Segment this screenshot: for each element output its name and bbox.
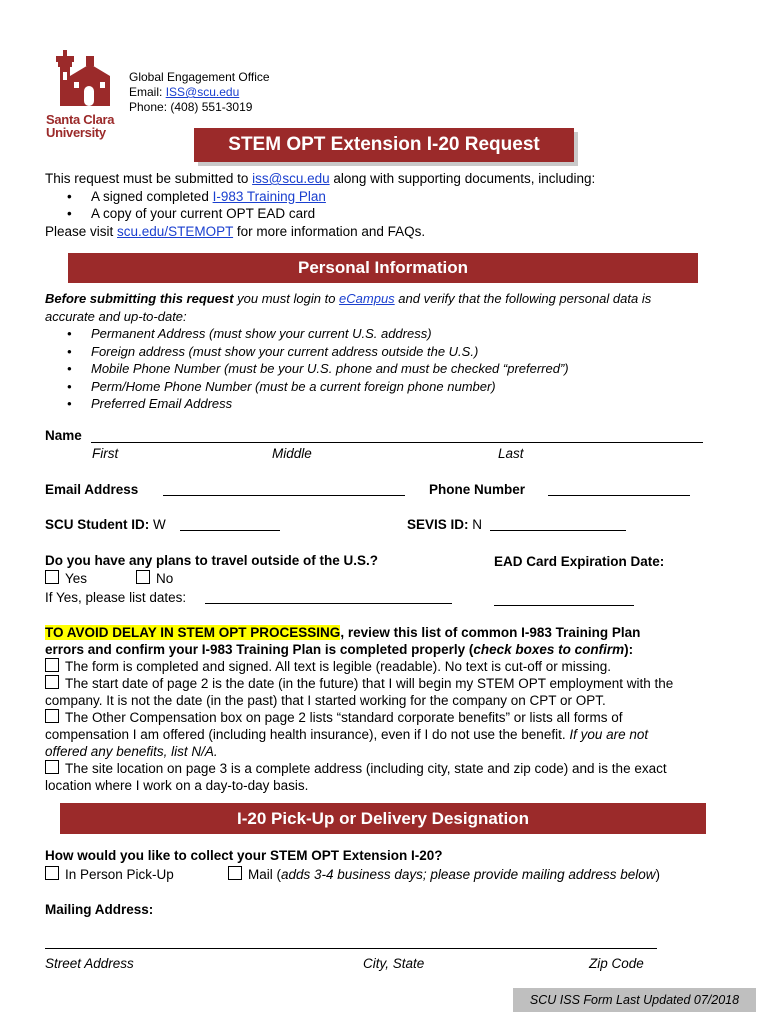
check-start-date[interactable] bbox=[45, 675, 59, 689]
sevis-id-prefix: N bbox=[472, 517, 483, 532]
personal-info-block bbox=[45, 290, 745, 413]
scu-id-row bbox=[45, 517, 166, 532]
list-item: • Mobile Phone Number (must be your U.S. phone and must be checked “preferred”) bbox=[45, 360, 745, 378]
mailing-address-label: Mailing Address: bbox=[45, 902, 154, 917]
list-item: • Foreign address (must show your current address outside the U.S.) bbox=[45, 343, 745, 361]
list-item: • A copy of your current OPT EAD card bbox=[45, 205, 745, 223]
ecampus-link[interactable]: eCampus bbox=[339, 291, 395, 306]
intro-line: This request must be submitted to iss@scu.edu along with supporting documents, including: bbox=[45, 171, 596, 186]
checklist-item-4-cont: location where I work on a day-to-day basis. bbox=[45, 778, 309, 793]
email-address-field[interactable] bbox=[163, 480, 405, 496]
travel-yes-option[interactable] bbox=[45, 570, 87, 586]
travel-no-option[interactable] bbox=[136, 570, 173, 586]
name-middle-label: Middle bbox=[272, 446, 312, 461]
checklist-block bbox=[45, 624, 735, 794]
stemopt-link[interactable]: scu.edu/STEMOPT bbox=[117, 223, 234, 239]
ead-expiration-label: EAD Card Expiration Date: bbox=[494, 554, 665, 569]
logo-text-line1: Santa Clara bbox=[46, 112, 115, 127]
phone-line: Phone: (408) 551-3019 bbox=[129, 100, 253, 114]
name-first-label: First bbox=[92, 446, 119, 461]
checklist-item-1: The form is completed and signed. All text is legible (readable). No text is cut-off or missing. bbox=[45, 658, 735, 675]
checklist-item-2-cont: company. It is not the date (in the past) that I started working for the company on CPT or OPT. bbox=[45, 693, 606, 708]
travel-no-label: No bbox=[156, 571, 174, 586]
travel-dates-field[interactable] bbox=[205, 588, 452, 604]
required-docs-list bbox=[45, 188, 745, 223]
zip-code-label: Zip Code bbox=[589, 956, 644, 971]
visit-line: Please visit scu.edu/STEMOPT for more information and FAQs. bbox=[45, 223, 426, 239]
email-label: Email: bbox=[129, 85, 166, 99]
iss-email-link[interactable]: iss@scu.edu bbox=[252, 171, 330, 186]
street-address-label: Street Address bbox=[45, 956, 134, 971]
pickup-mail-option[interactable]: Mail (adds 3-4 business days; please provide mailing address below) bbox=[228, 866, 660, 882]
form-version-footer: SCU ISS Form Last Updated 07/2018 bbox=[513, 988, 756, 1012]
in-person-checkbox[interactable] bbox=[45, 866, 59, 880]
training-plan-link[interactable]: I-983 Training Plan bbox=[212, 188, 326, 204]
phone-number-label: Phone Number bbox=[429, 482, 526, 497]
check-site-location[interactable] bbox=[45, 760, 59, 774]
travel-yes-label: Yes bbox=[65, 571, 88, 586]
list-item: • Preferred Email Address bbox=[45, 395, 745, 413]
delay-warning-highlight: TO AVOID DELAY IN STEM OPT PROCESSING bbox=[45, 625, 341, 640]
email-address-label: Email Address bbox=[45, 482, 139, 497]
checklist-item-3-cont: compensation I am offered (including health insurance), even if I do not use the benefit. If you are not bbox=[45, 727, 649, 742]
scu-id-field[interactable] bbox=[180, 515, 280, 531]
scu-logo bbox=[46, 50, 118, 140]
mission-church-icon bbox=[46, 50, 118, 108]
scu-id-label: SCU Student ID: bbox=[45, 517, 153, 532]
checklist-item-2: The start date of page 2 is the date (in the future) that I will begin my STEM OPT employment with the bbox=[45, 675, 735, 692]
ead-expiration-field[interactable] bbox=[494, 590, 634, 606]
list-item: • A signed completed I-983 Training Plan bbox=[45, 188, 745, 206]
travel-dates-label: If Yes, please list dates: bbox=[45, 590, 187, 605]
sevis-id-row bbox=[407, 517, 482, 532]
pickup-question: How would you like to collect your STEM OPT Extension I-20? bbox=[45, 848, 443, 863]
check-other-compensation[interactable] bbox=[45, 709, 59, 723]
name-field[interactable] bbox=[91, 427, 703, 443]
personal-lead: Before submitting this request you must login to eCampus and verify that the following personal data is bbox=[45, 291, 652, 306]
page-title: STEM OPT Extension I-20 Request bbox=[194, 128, 574, 162]
check-form-complete[interactable] bbox=[45, 658, 59, 672]
travel-yes-checkbox[interactable] bbox=[45, 570, 59, 584]
name-last-label: Last bbox=[498, 446, 524, 461]
in-person-label: In Person Pick-Up bbox=[65, 867, 174, 882]
sevis-id-field[interactable] bbox=[490, 515, 626, 531]
travel-question: Do you have any plans to travel outside of the U.S.? bbox=[45, 553, 379, 568]
pickup-in-person-option[interactable] bbox=[45, 866, 174, 882]
name-label: Name bbox=[45, 428, 82, 443]
scu-id-prefix: W bbox=[153, 517, 166, 532]
pickup-heading: I-20 Pick-Up or Delivery Designation bbox=[60, 803, 706, 834]
mail-checkbox[interactable] bbox=[228, 866, 242, 880]
sevis-id-label: SEVIS ID: bbox=[407, 517, 473, 532]
personal-lead-2: accurate and up-to-date: bbox=[45, 308, 187, 324]
list-item: • Permanent Address (must show your current U.S. address) bbox=[45, 325, 745, 343]
travel-no-checkbox[interactable] bbox=[136, 570, 150, 584]
checklist-intro: TO AVOID DELAY IN STEM OPT PROCESSING, review this list of common I-983 Training Plan bbox=[45, 625, 641, 640]
office-name: Global Engagement Office bbox=[129, 70, 270, 84]
list-item: • Perm/Home Phone Number (must be a current foreign phone number) bbox=[45, 378, 745, 396]
logo-text-line2: University bbox=[46, 125, 106, 140]
personal-info-heading: Personal Information bbox=[68, 253, 698, 283]
personal-data-list bbox=[45, 325, 745, 413]
contact-block bbox=[129, 70, 270, 115]
checklist-item-3: The Other Compensation box on page 2 lists “standard corporate benefits” or lists all forms of bbox=[45, 709, 735, 726]
checklist-item-4: The site location on page 3 is a complete address (including city, state and zip code) and is the exact bbox=[45, 760, 735, 777]
city-state-label: City, State bbox=[363, 956, 425, 971]
checklist-item-3-cont2: offered any benefits, list N/A. bbox=[45, 744, 218, 759]
email-line bbox=[129, 85, 270, 100]
checklist-intro-2: errors and confirm your I-983 Training Plan is completed properly (check boxes to confirm): bbox=[45, 642, 634, 657]
phone-number-field[interactable] bbox=[548, 480, 690, 496]
intro-block bbox=[45, 170, 745, 240]
contact-email-link[interactable]: ISS@scu.edu bbox=[165, 85, 240, 99]
mailing-address-field[interactable] bbox=[45, 933, 657, 949]
